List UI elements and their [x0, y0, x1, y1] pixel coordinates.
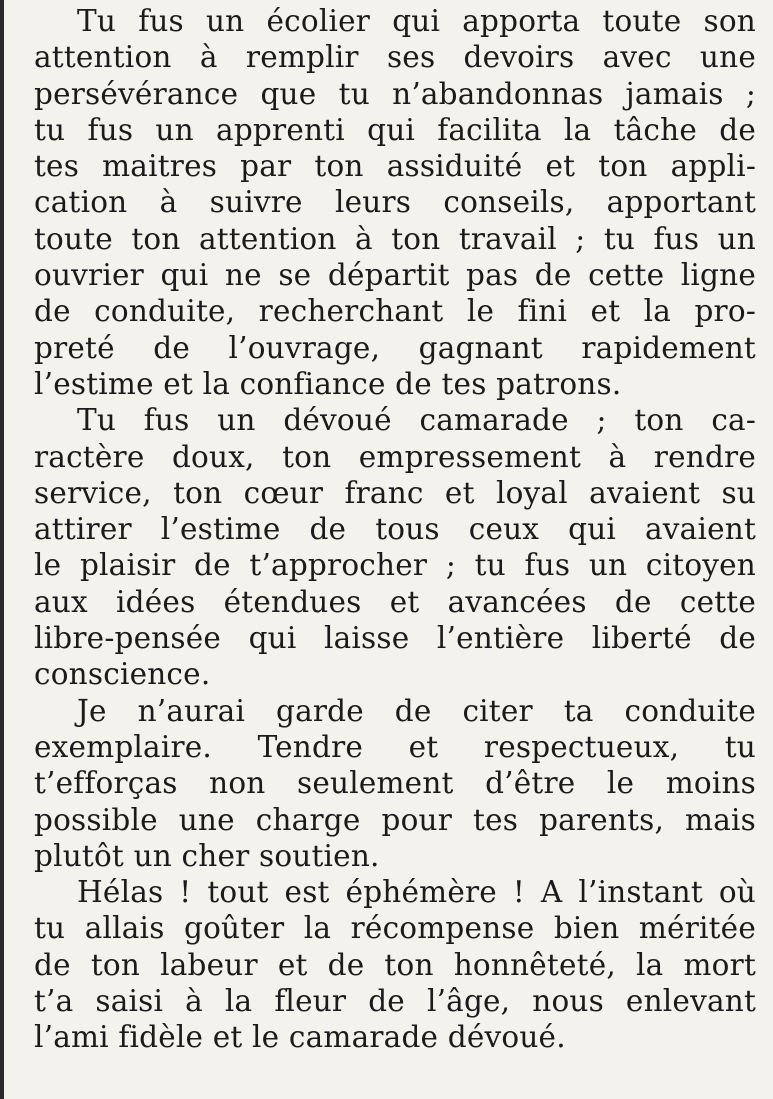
text-line: t’efforças non seulement d’être le moins [34, 766, 756, 801]
paragraph-3 [34, 693, 756, 874]
text-line: exemplaire. Tendre et respectueux, tu [34, 729, 756, 764]
text-line: tes maitres par ton assiduité et ton appli- [34, 149, 756, 184]
text-line: libre-pensée qui laisse l’entière liberté de [34, 621, 756, 656]
text-line: t’a saisi à la fleur de l’âge, nous enlevant [34, 984, 756, 1019]
text-line: Hélas ! tout est éphémère ! A l’instant où [77, 875, 756, 910]
text-line: de ton labeur et de ton honnêteté, la mort [34, 947, 756, 982]
text-line: Tu fus un écolier qui apporta toute son [77, 4, 756, 38]
text-line: conscience. [34, 657, 211, 692]
text-line: plutôt un cher soutien. [34, 838, 380, 873]
text-line: de conduite, recherchant le fini et la pro- [34, 294, 756, 329]
text-line: attirer l’estime de tous ceux qui avaient [34, 512, 756, 547]
text-line: le plaisir de t’approcher ; tu fus un citoyen [34, 548, 756, 583]
paragraph-2 [34, 402, 756, 692]
column-rule [0, 0, 4, 1099]
text-line: l’ami fidèle et le camarade dévoué. [34, 1020, 566, 1055]
paragraph-4 [34, 874, 756, 1055]
text-line: service, ton cœur franc et loyal avaient su [34, 475, 756, 510]
text-line: persévérance que tu n’abandonnas jamais ; [34, 76, 756, 111]
text-line: l’estime et la confiance de tes patrons. [34, 366, 622, 401]
text-line: tu fus un apprenti qui facilita la tâche de [34, 112, 756, 147]
text-line: tu allais goûter la récompense bien méritée [34, 911, 756, 946]
text-line: preté de l’ouvrage, gagnant rapidement [34, 330, 756, 365]
text-line: Je n’aurai garde de citer ta conduite [77, 693, 756, 728]
article-text [34, 3, 756, 1056]
text-line: ouvrier qui ne se départit pas de cette ligne [34, 258, 756, 293]
text-line: Tu fus un dévoué camarade ; ton ca- [77, 403, 756, 438]
paragraph-1 [34, 3, 756, 402]
text-line: aux idées étendues et avancées de cette [34, 584, 756, 619]
text-line: cation à suivre leurs conseils, apportant [34, 185, 756, 220]
text-line: attention à remplir ses devoirs avec une [34, 40, 756, 75]
text-line: toute ton attention à ton travail ; tu fus un [34, 221, 756, 256]
text-line: ractère doux, ton empressement à rendre [34, 439, 756, 474]
text-line: possible une charge pour tes parents, mais [34, 802, 756, 837]
